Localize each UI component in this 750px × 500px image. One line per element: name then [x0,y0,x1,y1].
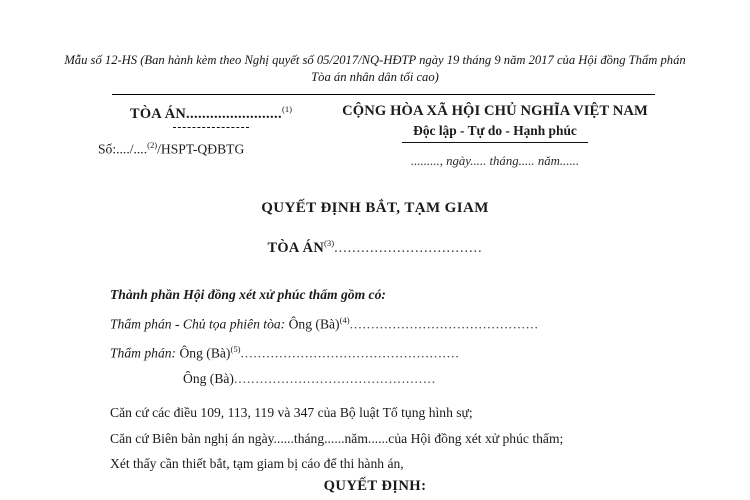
document-number-suffix: /HSPT-QĐBTG [157,141,245,157]
presiding-judge-role: Thẩm phán - Chủ tọa phiên tòa: [110,316,289,332]
subtitle-court-line [0,238,750,257]
place-date-line: ........., ngày..... tháng..... năm...... [410,154,580,168]
consideration-statement: Xét thấy cần thiết bắt, tạm giam bị cáo để thi hành án, [110,456,404,472]
document-number-prefix: Số:..../.... [98,141,148,157]
judge-two-person: Ông (Bà) [179,345,231,361]
court-name-line [92,104,330,123]
decision-keyword: QUYẾT ĐỊNH: [323,478,427,494]
judge-three-person: Ông (Bà) [183,370,234,386]
form-number-note: Mẫu số 12-HS (Ban hành kèm theo Nghị quyết số 05/2017/NQ-HĐTP ngày 19 tháng 9 năm 2017 của Hội đồng Thẩm phán Tòa án nhân dân tối cao) [64,53,686,84]
judge-three-dots: ............................................... [233,370,436,386]
document-number-line [92,140,330,158]
court-dots: ........................ [186,105,282,122]
presiding-judge-note-ref: (4) [339,314,350,325]
court-label: TÒA ÁN [130,105,186,122]
header-divider-rule [112,94,655,95]
national-name: CỘNG HÒA XÃ HỘI CHỦ NGHĨA VIỆT NAM [342,103,648,119]
legal-basis-minutes: Căn cứ Biên bản nghị án ngày......tháng......năm......của Hội đồng xét xử phúc thẩm; [110,430,564,446]
presiding-judge-dots: ............................................ [349,316,539,332]
subtitle-dots: ................................. [334,239,483,256]
header-right-column [330,103,660,169]
national-motto: Độc lập - Tự do - Hạnh phúc [413,123,577,138]
motto-underline-divider [402,142,588,143]
subtitle-court-label: TÒA ÁN [267,239,325,256]
judge-two-role: Thẩm phán: [110,345,180,361]
presiding-judge-person: Ông (Bà) [288,316,340,332]
subtitle-note-ref: (3) [324,238,335,248]
document-number-note-ref: (2) [147,139,158,150]
panel-heading: Thành phần Hội đồng xét xử phúc thẩm gồm có: [110,287,386,302]
body-spacer [110,391,670,400]
page-title: QUYẾT ĐỊNH BẮT, TẠM GIAM [261,200,489,216]
document-body [110,282,670,477]
judge-two-line [110,337,670,366]
judge-three-line [110,366,670,392]
header-left-column [92,104,330,157]
court-underline-divider [173,127,249,128]
legal-basis-law: Căn cứ các điều 109, 113, 119 và 347 của Bộ luật Tố tụng hình sự; [110,405,473,421]
presiding-judge-line [110,308,670,337]
court-note-ref: (1) [281,104,292,114]
judge-two-note-ref: (5) [230,343,241,354]
judge-two-dots: ................................................... [240,345,460,361]
